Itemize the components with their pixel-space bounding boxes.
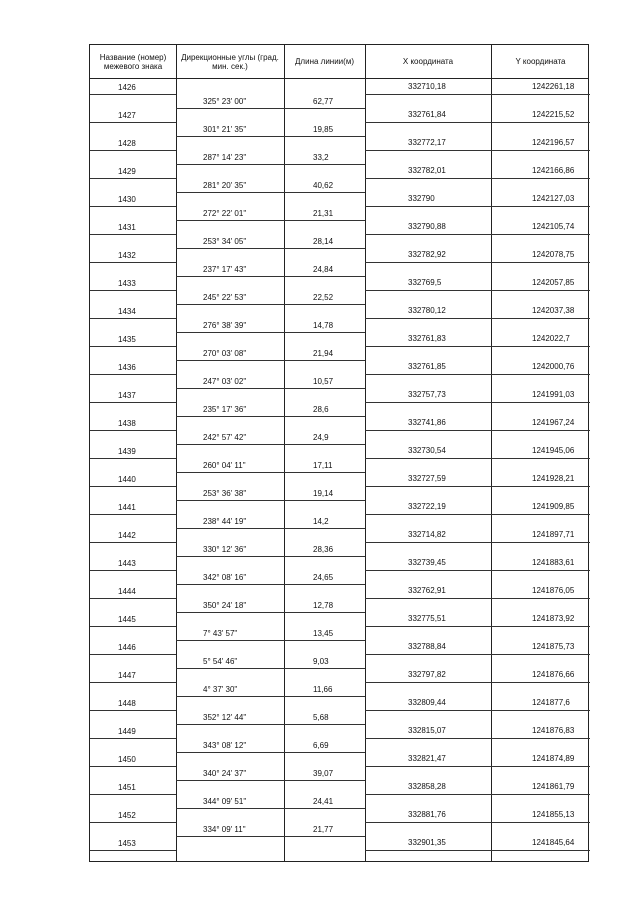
row-line (365, 290, 590, 291)
line-length: 19,85 (313, 125, 334, 134)
y-coordinate: 1241873,92 (532, 614, 575, 623)
x-coordinate: 332775,51 (408, 614, 446, 623)
direction-angle: 238° 44' 19" (203, 517, 247, 526)
header-name: Название (номер) межевого знака (99, 52, 167, 71)
point-name: 1446 (118, 643, 136, 652)
x-coordinate: 332782,92 (408, 250, 446, 259)
line-length: 62,77 (313, 97, 334, 106)
line-length: 21,77 (313, 825, 334, 834)
direction-angle: 242° 57' 42" (203, 433, 247, 442)
row-line (90, 570, 176, 571)
x-coordinate: 332761,84 (408, 110, 446, 119)
line-length: 24,9 (313, 433, 329, 442)
x-coordinate: 332722,19 (408, 502, 446, 511)
row-line (90, 654, 176, 655)
point-name: 1441 (118, 503, 136, 512)
row-line (90, 514, 176, 515)
header-angle: Дирекционные углы (град. мин. сек.) (181, 52, 279, 71)
y-coordinate: 1241877,6 (532, 698, 570, 707)
row-line (176, 668, 365, 669)
y-coordinate: 1241909,85 (532, 502, 575, 511)
row-line (176, 444, 365, 445)
x-coordinate: 332815,07 (408, 726, 446, 735)
point-name: 1450 (118, 755, 136, 764)
x-coordinate: 332797,82 (408, 670, 446, 679)
column-divider (176, 45, 177, 861)
point-name: 1426 (118, 83, 136, 92)
x-coordinate: 332761,85 (408, 362, 446, 371)
y-coordinate: 1242127,03 (532, 194, 575, 203)
x-coordinate: 332727,59 (408, 474, 446, 483)
row-line (90, 794, 176, 795)
direction-angle: 281° 20' 35" (203, 181, 247, 190)
line-length: 21,31 (313, 209, 334, 218)
line-length: 28,6 (313, 405, 329, 414)
row-line (176, 276, 365, 277)
row-line (365, 794, 590, 795)
x-coordinate: 332739,45 (408, 558, 446, 567)
row-line (365, 626, 590, 627)
point-name: 1442 (118, 531, 136, 540)
row-line (176, 556, 365, 557)
row-line (176, 360, 365, 361)
line-length: 39,07 (313, 769, 334, 778)
row-line (176, 192, 365, 193)
point-name: 1433 (118, 279, 136, 288)
row-line (90, 458, 176, 459)
row-line (90, 94, 176, 95)
row-line (365, 178, 590, 179)
direction-angle: 343° 08' 12" (203, 741, 247, 750)
row-line (90, 122, 176, 123)
y-coordinate: 1242000,76 (532, 362, 575, 371)
point-name: 1448 (118, 699, 136, 708)
x-coordinate: 332782,01 (408, 166, 446, 175)
row-line (90, 206, 176, 207)
point-name: 1440 (118, 475, 136, 484)
row-line (90, 542, 176, 543)
row-line (365, 262, 590, 263)
header-x: X координата (402, 57, 454, 66)
x-coordinate: 332714,82 (408, 530, 446, 539)
row-line (365, 402, 590, 403)
x-coordinate: 332821,47 (408, 754, 446, 763)
row-line (365, 206, 590, 207)
y-coordinate: 1241883,61 (532, 558, 575, 567)
direction-angle: 350° 24' 18" (203, 601, 247, 610)
y-coordinate: 1241876,83 (532, 726, 575, 735)
row-line (176, 304, 365, 305)
x-coordinate: 332858,28 (408, 782, 446, 791)
direction-angle: 270° 03' 08" (203, 349, 247, 358)
row-line (90, 178, 176, 179)
row-line (176, 696, 365, 697)
header-length: Длина линии(м) (295, 57, 354, 66)
row-line (90, 346, 176, 347)
y-coordinate: 1242166,86 (532, 166, 575, 175)
direction-angle: 260° 04' 11" (203, 461, 246, 470)
x-coordinate: 332809,44 (408, 698, 446, 707)
line-length: 17,11 (313, 461, 333, 470)
line-length: 14,78 (313, 321, 334, 330)
point-name: 1439 (118, 447, 136, 456)
line-length: 24,41 (313, 797, 334, 806)
row-line (176, 528, 365, 529)
y-coordinate: 1242196,57 (532, 138, 575, 147)
row-line (90, 262, 176, 263)
point-name: 1429 (118, 167, 136, 176)
y-coordinate: 1242261,18 (532, 82, 575, 91)
row-line (365, 374, 590, 375)
row-line (90, 682, 176, 683)
direction-angle: 247° 03' 02" (203, 377, 247, 386)
row-line (365, 766, 590, 767)
y-coordinate: 1241875,73 (532, 642, 575, 651)
line-length: 12,78 (313, 601, 334, 610)
row-line (90, 598, 176, 599)
row-line (176, 108, 365, 109)
row-line (176, 472, 365, 473)
row-line (176, 808, 365, 809)
row-line (90, 150, 176, 151)
line-length: 28,36 (313, 545, 334, 554)
point-name: 1438 (118, 419, 136, 428)
row-line (90, 290, 176, 291)
x-coordinate: 332741,86 (408, 418, 446, 427)
line-length: 22,52 (313, 293, 334, 302)
direction-angle: 5° 54' 46" (203, 657, 238, 666)
row-line (90, 738, 176, 739)
row-line (176, 780, 365, 781)
row-line (365, 710, 590, 711)
point-name: 1451 (118, 783, 136, 792)
x-coordinate: 332881,76 (408, 810, 446, 819)
direction-angle: 330° 12' 36" (203, 545, 247, 554)
x-coordinate: 332761,83 (408, 334, 446, 343)
y-coordinate: 1241845,64 (532, 838, 575, 847)
row-line (365, 822, 590, 823)
x-coordinate: 332730,54 (408, 446, 446, 455)
x-coordinate: 332790 (408, 194, 435, 203)
row-line (176, 584, 365, 585)
point-name: 1453 (118, 839, 136, 848)
row-line (176, 136, 365, 137)
row-line (90, 374, 176, 375)
direction-angle: 253° 34' 05" (203, 237, 247, 246)
line-length: 6,69 (313, 741, 329, 750)
row-line (176, 388, 365, 389)
row-line (90, 822, 176, 823)
row-line (90, 402, 176, 403)
row-line (365, 234, 590, 235)
row-line (176, 332, 365, 333)
x-coordinate: 332790,88 (408, 222, 446, 231)
y-coordinate: 1241876,05 (532, 586, 575, 595)
point-name: 1432 (118, 251, 136, 260)
row-line (176, 836, 365, 837)
point-name: 1443 (118, 559, 136, 568)
row-line (90, 234, 176, 235)
row-line (90, 318, 176, 319)
row-line (90, 430, 176, 431)
direction-angle: 325° 23' 00" (203, 97, 247, 106)
row-line (365, 486, 590, 487)
point-name: 1449 (118, 727, 136, 736)
point-name: 1435 (118, 335, 136, 344)
row-line (365, 850, 590, 851)
point-name: 1428 (118, 139, 136, 148)
direction-angle: 253° 36' 38" (203, 489, 247, 498)
y-coordinate: 1241876,66 (532, 670, 575, 679)
y-coordinate: 1241861,79 (532, 782, 575, 791)
row-line (365, 598, 590, 599)
line-length: 40,62 (313, 181, 334, 190)
point-name: 1430 (118, 195, 136, 204)
row-line (365, 654, 590, 655)
y-coordinate: 1241945,06 (532, 446, 575, 455)
direction-angle: 344° 09' 51" (203, 797, 247, 806)
point-name: 1447 (118, 671, 136, 680)
row-line (365, 122, 590, 123)
point-name: 1436 (118, 363, 136, 372)
y-coordinate: 1241967,24 (532, 418, 575, 427)
direction-angle: 287° 14' 23" (203, 153, 247, 162)
y-coordinate: 1242078,75 (532, 250, 575, 259)
x-coordinate: 332710,18 (408, 82, 446, 91)
direction-angle: 340° 24' 37" (203, 769, 247, 778)
line-length: 11,66 (313, 685, 333, 694)
direction-angle: 4° 37' 30" (203, 685, 238, 694)
direction-angle: 237° 17' 43" (203, 265, 247, 274)
boundary-coordinates-table (89, 44, 589, 862)
row-line (90, 710, 176, 711)
y-coordinate: 1241855,13 (532, 810, 575, 819)
x-coordinate: 332901,35 (408, 838, 446, 847)
direction-angle: 342° 08' 16" (203, 573, 247, 582)
row-line (176, 752, 365, 753)
direction-angle: 7° 43' 57" (203, 629, 238, 638)
row-line (176, 724, 365, 725)
row-line (90, 850, 176, 851)
header-divider (90, 78, 588, 79)
point-name: 1445 (118, 615, 136, 624)
row-line (365, 346, 590, 347)
y-coordinate: 1241897,71 (532, 530, 575, 539)
row-line (365, 514, 590, 515)
row-line (365, 430, 590, 431)
line-length: 13,45 (313, 629, 334, 638)
direction-angle: 272° 22' 01" (203, 209, 247, 218)
line-length: 21,94 (313, 349, 334, 358)
point-name: 1437 (118, 391, 136, 400)
point-name: 1452 (118, 811, 136, 820)
header-y: Y координата (515, 57, 566, 66)
direction-angle: 245° 22' 53" (203, 293, 247, 302)
y-coordinate: 1242057,85 (532, 278, 575, 287)
line-length: 14,2 (313, 517, 329, 526)
row-line (176, 500, 365, 501)
direction-angle: 352° 12' 44" (203, 713, 247, 722)
x-coordinate: 332780,12 (408, 306, 446, 315)
line-length: 28,14 (313, 237, 334, 246)
line-length: 9,03 (313, 657, 329, 666)
row-line (176, 220, 365, 221)
y-coordinate: 1242022,7 (532, 334, 570, 343)
line-length: 10,57 (313, 377, 334, 386)
x-coordinate: 332769,5 (408, 278, 442, 287)
y-coordinate: 1241928,21 (532, 474, 575, 483)
row-line (365, 682, 590, 683)
x-coordinate: 332788,84 (408, 642, 446, 651)
row-line (90, 486, 176, 487)
row-line (176, 612, 365, 613)
y-coordinate: 1241991,03 (532, 390, 575, 399)
row-line (90, 626, 176, 627)
y-coordinate: 1242105,74 (532, 222, 575, 231)
row-line (176, 164, 365, 165)
row-line (365, 150, 590, 151)
direction-angle: 235° 17' 36" (203, 405, 247, 414)
x-coordinate: 332772,17 (408, 138, 446, 147)
row-line (365, 542, 590, 543)
line-length: 5,68 (313, 713, 329, 722)
point-name: 1444 (118, 587, 136, 596)
y-coordinate: 1242215,52 (532, 110, 575, 119)
row-line (90, 766, 176, 767)
line-length: 33,2 (313, 153, 329, 162)
y-coordinate: 1241874,89 (532, 754, 575, 763)
direction-angle: 276° 38' 39" (203, 321, 247, 330)
row-line (176, 416, 365, 417)
direction-angle: 334° 09' 11" (203, 825, 246, 834)
column-divider (284, 45, 285, 861)
x-coordinate: 332757,73 (408, 390, 446, 399)
row-line (365, 318, 590, 319)
row-line (365, 94, 590, 95)
row-line (365, 570, 590, 571)
y-coordinate: 1242037,38 (532, 306, 575, 315)
row-line (176, 248, 365, 249)
point-name: 1431 (118, 223, 136, 232)
x-coordinate: 332762,91 (408, 586, 446, 595)
point-name: 1427 (118, 111, 136, 120)
line-length: 19,14 (313, 489, 334, 498)
direction-angle: 301° 21' 35" (203, 125, 247, 134)
point-name: 1434 (118, 307, 136, 316)
line-length: 24,65 (313, 573, 334, 582)
row-line (365, 458, 590, 459)
row-line (176, 640, 365, 641)
row-line (365, 738, 590, 739)
line-length: 24,84 (313, 265, 334, 274)
